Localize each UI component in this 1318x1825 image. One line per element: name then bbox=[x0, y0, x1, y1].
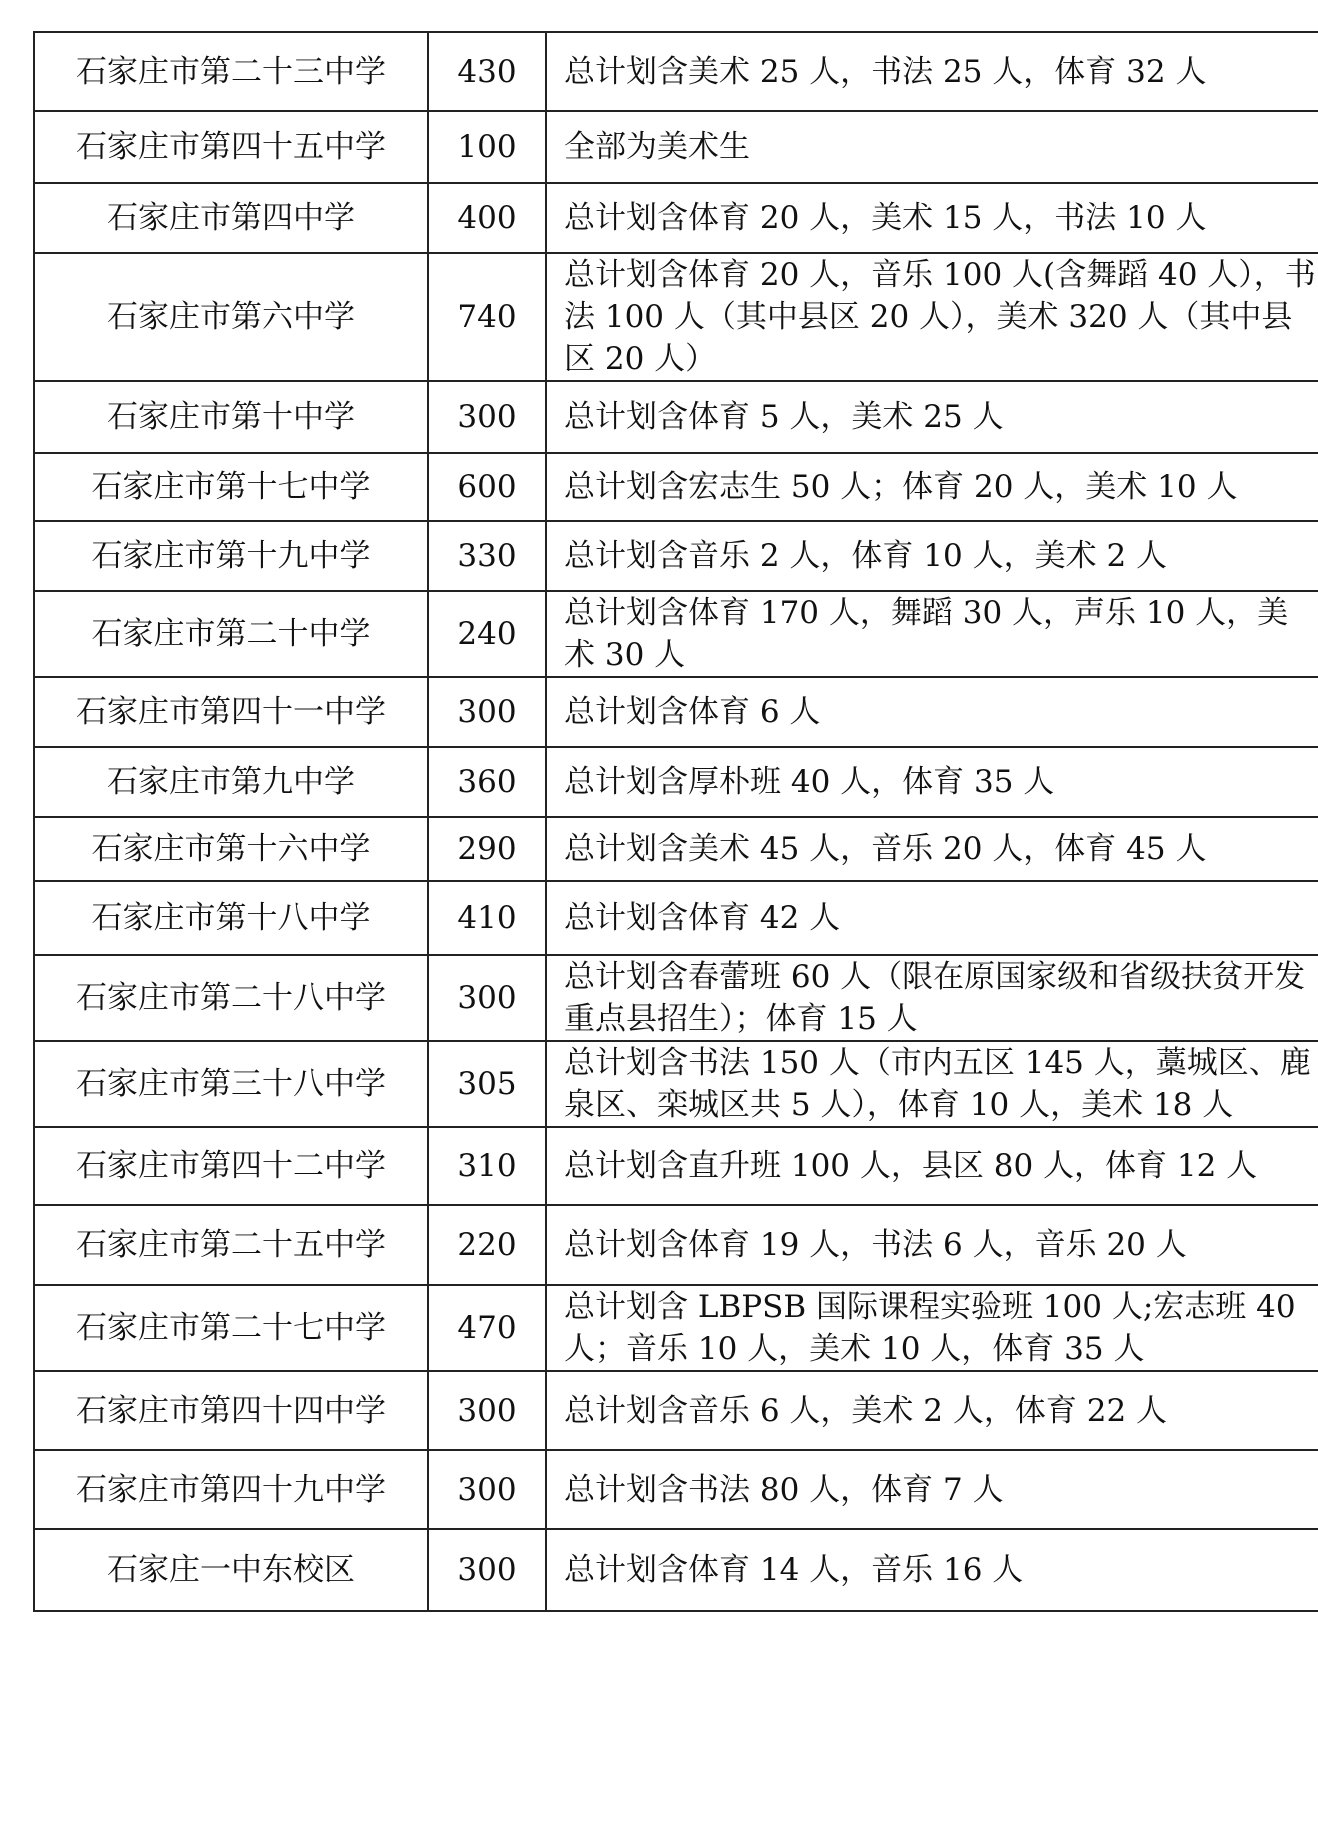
table-row bbox=[34, 955, 1318, 1041]
school-name-cell: 石家庄市第二十七中学 bbox=[34, 1285, 428, 1371]
table-row bbox=[34, 32, 1318, 111]
plan-note-cell: 总计划含体育 5 人，美术 25 人 bbox=[546, 381, 1318, 453]
plan-count-cell: 360 bbox=[428, 747, 546, 817]
plan-count-cell: 300 bbox=[428, 1450, 546, 1529]
plan-count-cell: 300 bbox=[428, 955, 546, 1041]
plan-count-cell: 305 bbox=[428, 1041, 546, 1127]
table-row bbox=[34, 1371, 1318, 1450]
school-name-cell: 石家庄市第二十中学 bbox=[34, 591, 428, 677]
school-name-cell: 石家庄市第六中学 bbox=[34, 253, 428, 381]
table-row bbox=[34, 1041, 1318, 1127]
school-name-cell: 石家庄市第十中学 bbox=[34, 381, 428, 453]
school-name-cell: 石家庄市第十七中学 bbox=[34, 453, 428, 521]
school-name-cell: 石家庄市第四十一中学 bbox=[34, 677, 428, 747]
table-row bbox=[34, 881, 1318, 955]
table-row bbox=[34, 521, 1318, 591]
plan-count-cell: 240 bbox=[428, 591, 546, 677]
plan-note-cell: 总计划含体育 20 人，音乐 100 人(含舞蹈 40 人），书法 100 人（其中县区 20 人），美术 320 人（其中县区 20 人） bbox=[546, 253, 1318, 381]
plan-count-cell: 330 bbox=[428, 521, 546, 591]
table-row bbox=[34, 677, 1318, 747]
plan-note-cell: 总计划含美术 25 人，书法 25 人，体育 32 人 bbox=[546, 32, 1318, 111]
table-row bbox=[34, 1127, 1318, 1205]
plan-count-cell: 300 bbox=[428, 1371, 546, 1450]
table-row bbox=[34, 817, 1318, 881]
school-name-cell: 石家庄市第四十四中学 bbox=[34, 1371, 428, 1450]
plan-note-cell: 总计划含书法 80 人，体育 7 人 bbox=[546, 1450, 1318, 1529]
table-body bbox=[34, 32, 1318, 1611]
plan-count-cell: 400 bbox=[428, 183, 546, 253]
school-name-cell: 石家庄市第二十八中学 bbox=[34, 955, 428, 1041]
plan-note-cell: 总计划含音乐 2 人，体育 10 人，美术 2 人 bbox=[546, 521, 1318, 591]
plan-count-cell: 300 bbox=[428, 677, 546, 747]
plan-count-cell: 300 bbox=[428, 1529, 546, 1611]
table-row bbox=[34, 1529, 1318, 1611]
table-row bbox=[34, 1205, 1318, 1285]
school-name-cell: 石家庄市第四十二中学 bbox=[34, 1127, 428, 1205]
school-name-cell: 石家庄市第三十八中学 bbox=[34, 1041, 428, 1127]
school-name-cell: 石家庄市第四中学 bbox=[34, 183, 428, 253]
plan-count-cell: 740 bbox=[428, 253, 546, 381]
school-name-cell: 石家庄市第四十五中学 bbox=[34, 111, 428, 183]
plan-count-cell: 300 bbox=[428, 381, 546, 453]
school-name-cell: 石家庄市第二十五中学 bbox=[34, 1205, 428, 1285]
plan-note-cell: 总计划含体育 170 人，舞蹈 30 人，声乐 10 人，美术 30 人 bbox=[546, 591, 1318, 677]
school-name-cell: 石家庄市第九中学 bbox=[34, 747, 428, 817]
plan-count-cell: 410 bbox=[428, 881, 546, 955]
plan-note-cell: 总计划含体育 14 人，音乐 16 人 bbox=[546, 1529, 1318, 1611]
school-name-cell: 石家庄一中东校区 bbox=[34, 1529, 428, 1611]
plan-count-cell: 430 bbox=[428, 32, 546, 111]
plan-note-cell: 总计划含体育 42 人 bbox=[546, 881, 1318, 955]
table-row bbox=[34, 1285, 1318, 1371]
plan-note-cell: 总计划含宏志生 50 人；体育 20 人，美术 10 人 bbox=[546, 453, 1318, 521]
plan-note-cell: 总计划含体育 20 人，美术 15 人，书法 10 人 bbox=[546, 183, 1318, 253]
table-row bbox=[34, 453, 1318, 521]
plan-count-cell: 100 bbox=[428, 111, 546, 183]
school-name-cell: 石家庄市第十六中学 bbox=[34, 817, 428, 881]
plan-note-cell: 总计划含厚朴班 40 人，体育 35 人 bbox=[546, 747, 1318, 817]
plan-count-cell: 600 bbox=[428, 453, 546, 521]
plan-note-cell: 总计划含音乐 6 人，美术 2 人，体育 22 人 bbox=[546, 1371, 1318, 1450]
school-name-cell: 石家庄市第十九中学 bbox=[34, 521, 428, 591]
plan-note-cell: 总计划含直升班 100 人，县区 80 人，体育 12 人 bbox=[546, 1127, 1318, 1205]
enrollment-plan-table bbox=[33, 31, 1318, 1612]
plan-count-cell: 310 bbox=[428, 1127, 546, 1205]
plan-count-cell: 290 bbox=[428, 817, 546, 881]
school-name-cell: 石家庄市第二十三中学 bbox=[34, 32, 428, 111]
school-name-cell: 石家庄市第四十九中学 bbox=[34, 1450, 428, 1529]
plan-count-cell: 220 bbox=[428, 1205, 546, 1285]
table-row bbox=[34, 381, 1318, 453]
plan-note-cell: 总计划含体育 6 人 bbox=[546, 677, 1318, 747]
table-row bbox=[34, 253, 1318, 381]
plan-note-cell: 总计划含 LBPSB 国际课程实验班 100 人;宏志班 40 人；音乐 10 人，美术 10 人，体育 35 人 bbox=[546, 1285, 1318, 1371]
table-row bbox=[34, 111, 1318, 183]
plan-note-cell: 全部为美术生 bbox=[546, 111, 1318, 183]
plan-note-cell: 总计划含春蕾班 60 人（限在原国家级和省级扶贫开发重点县招生）；体育 15 人 bbox=[546, 955, 1318, 1041]
table-row bbox=[34, 183, 1318, 253]
table-row bbox=[34, 591, 1318, 677]
plan-count-cell: 470 bbox=[428, 1285, 546, 1371]
table-row bbox=[34, 747, 1318, 817]
table-row bbox=[34, 1450, 1318, 1529]
plan-note-cell: 总计划含美术 45 人，音乐 20 人，体育 45 人 bbox=[546, 817, 1318, 881]
plan-note-cell: 总计划含体育 19 人，书法 6 人，音乐 20 人 bbox=[546, 1205, 1318, 1285]
school-name-cell: 石家庄市第十八中学 bbox=[34, 881, 428, 955]
plan-note-cell: 总计划含书法 150 人（市内五区 145 人，藁城区、鹿泉区、栾城区共 5 人），体育 10 人，美术 18 人 bbox=[546, 1041, 1318, 1127]
